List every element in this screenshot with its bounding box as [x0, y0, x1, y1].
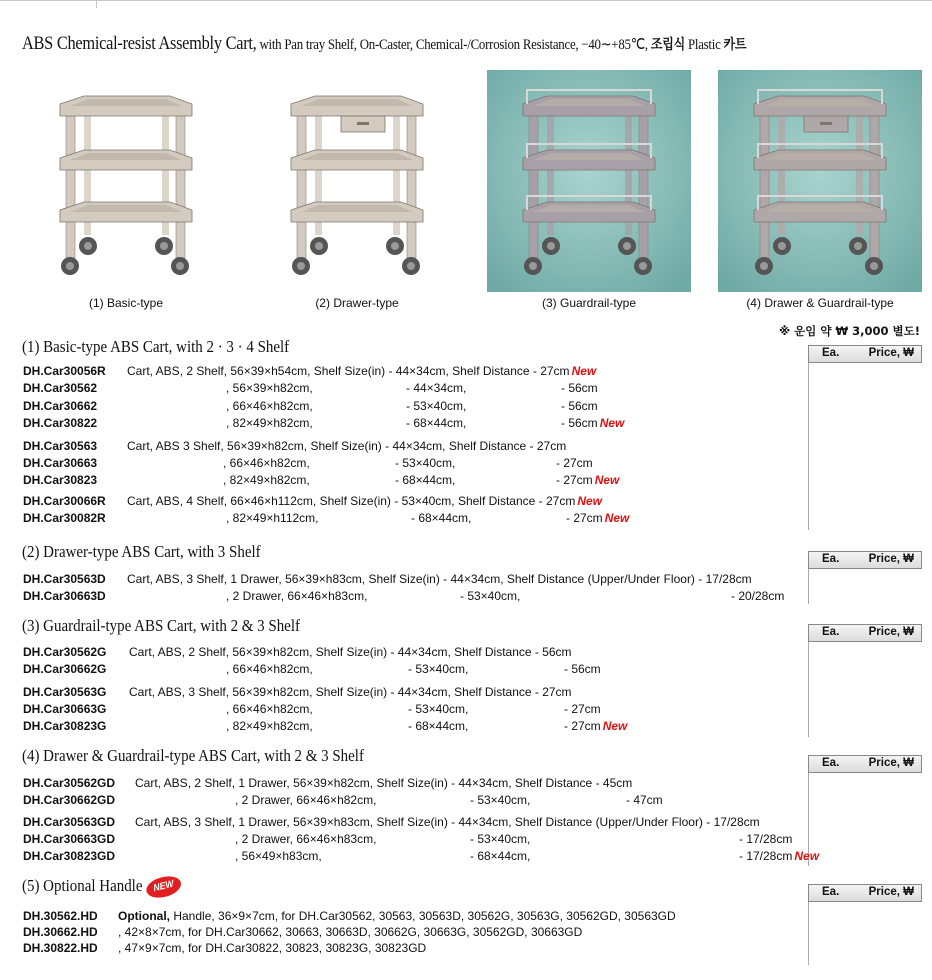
- shelf-distance: - 27cm: [556, 456, 593, 470]
- product-description: , 82×49×h82cm,: [223, 473, 310, 487]
- product-description: , 2 Drawer, 66×46×h83cm,: [235, 832, 377, 846]
- table-row: [23, 439, 813, 454]
- shelf-distance: - 27cm New: [564, 719, 628, 733]
- shelf-size: - 53×40cm,: [395, 456, 456, 470]
- table-row: [23, 399, 813, 414]
- section-title: (2) Drawer-type ABS Cart, with 3 Shelf: [22, 542, 261, 561]
- price-label: Price, ₩: [868, 347, 914, 359]
- product-code: DH.Car30823GD: [23, 849, 116, 863]
- shelf-size: - 53×40cm,: [408, 702, 469, 716]
- shelf-distance: - 27cm New: [566, 511, 630, 525]
- new-tag: New: [594, 473, 620, 487]
- table-row: [23, 662, 813, 677]
- ea-label: Ea.: [822, 886, 840, 898]
- section-title: (1) Basic-type ABS Cart, with 2 · 3 · 4 Shelf: [22, 337, 290, 356]
- product-code: DH.Car30563: [23, 439, 98, 453]
- product-code: DH.30562.HD: [23, 909, 98, 923]
- product-description: , 2 Drawer, 66×46×h82cm,: [235, 793, 377, 807]
- shelf-distance: - 47cm: [626, 793, 663, 807]
- shelf-size: - 53×40cm,: [406, 399, 467, 413]
- price-label: Price, ₩: [868, 886, 914, 898]
- product-photo-4: [718, 70, 922, 292]
- new-tag: New: [604, 511, 630, 525]
- ea-label: Ea.: [822, 626, 840, 638]
- product-code: DH.Car30662G: [23, 662, 107, 676]
- table-row: [23, 719, 813, 734]
- product-photo-1: [24, 70, 228, 292]
- section-title: (3) Guardrail-type ABS Cart, with 2 & 3 Shelf: [22, 616, 300, 635]
- price-column-header: [808, 624, 922, 642]
- shelf-size: - 68×44cm,: [406, 416, 467, 430]
- product-code: DH.Car30056R: [23, 364, 106, 378]
- table-row: [23, 815, 813, 830]
- product-description: , 2 Drawer, 66×46×h83cm,: [226, 589, 368, 603]
- product-description: , 82×49×h82cm,: [226, 416, 313, 430]
- product-description: , 56×49×h83cm,: [235, 849, 322, 863]
- product-description: Cart, ABS, 3 Shelf, 1 Drawer, 56×39×h83cm, Shelf Size(in) - 44×34cm, Shelf Distance (Upper/Under Floor) - 17/28cm: [127, 572, 752, 586]
- new-tag: New: [577, 494, 603, 508]
- product-description: , 56×39×h82cm,: [226, 381, 313, 395]
- product-code: DH.Car30823G: [23, 719, 107, 733]
- product-code: DH.Car30663D: [23, 589, 106, 603]
- product-description: , 66×46×h82cm,: [226, 399, 313, 413]
- page-title: ABS Chemical-resist Assembly Cart, with Pan tray Shelf, On-Caster, Chemical-/Corrosion Resistance, −40∼+85℃, 조립식 Plastic 카트: [22, 33, 747, 54]
- price-label: Price, ₩: [868, 626, 914, 638]
- shelf-size: - 53×40cm,: [460, 589, 521, 603]
- new-tag: New: [602, 719, 628, 733]
- shelf-distance: - 56cm: [561, 381, 598, 395]
- product-code: DH.Car30563GD: [23, 815, 116, 829]
- price-label: Price, ₩: [868, 553, 914, 565]
- shelf-distance: - 56cm: [564, 662, 601, 676]
- product-code: DH.Car30563G: [23, 685, 107, 699]
- ea-label: Ea.: [822, 347, 840, 359]
- shelf-distance: - 17/28cm: [739, 832, 793, 846]
- shelf-size: - 53×40cm,: [470, 793, 531, 807]
- section-title: (5) Optional Handle NEW: [22, 876, 181, 897]
- product-code: DH.Car30562G: [23, 645, 107, 659]
- table-row: [23, 416, 813, 431]
- product-description: , 82×49×h82cm,: [226, 719, 313, 733]
- table-row: [23, 941, 813, 956]
- table-row: [23, 511, 813, 526]
- product-description: Cart, ABS, 4 Shelf, 66×46×h112cm, Shelf Size(in) - 53×40cm, Shelf Distance - 27cm New: [127, 494, 603, 508]
- product-description: , 66×46×h82cm,: [226, 702, 313, 716]
- table-row: [23, 572, 813, 587]
- product-description: , 82×49×h112cm,: [226, 511, 319, 525]
- product-description: , 47×9×7cm, for DH.Car30822, 30823, 30823G, 30823GD: [118, 941, 427, 955]
- shelf-size: - 68×44cm,: [470, 849, 531, 863]
- shelf-size: - 53×40cm,: [470, 832, 531, 846]
- product-caption: (4) Drawer & Guardrail-type: [746, 296, 894, 310]
- table-row: [23, 832, 813, 847]
- shelf-distance: - 17/28cm New: [739, 849, 820, 863]
- product-description: Cart, ABS 3 Shelf, 56×39×h82cm, Shelf Size(in) - 44×34cm, Shelf Distance - 27cm: [127, 439, 567, 453]
- price-column-header: [808, 755, 922, 773]
- product-description: , 66×46×h82cm,: [223, 456, 310, 470]
- product-description: Optional, Handle, 36×9×7cm, for DH.Car30562, 30563, 30563D, 30562G, 30563G, 30562GD, 30563GD: [118, 909, 676, 923]
- new-tag: New: [794, 849, 820, 863]
- table-row: [23, 685, 813, 700]
- product-description: , 42×8×7cm, for DH.Car30662, 30663, 30663D, 30662G, 30663G, 30562GD, 30663GD: [118, 925, 583, 939]
- product-description: Cart, ABS, 2 Shelf, 56×39×h54cm, Shelf Size(in) - 44×34cm, Shelf Distance - 27cm New: [127, 364, 597, 378]
- shelf-size: - 68×44cm,: [411, 511, 472, 525]
- product-code: DH.Car30662: [23, 399, 98, 413]
- shelf-distance: - 20/28cm: [731, 589, 785, 603]
- table-row: [23, 473, 813, 488]
- table-row: [23, 702, 813, 717]
- product-code: DH.Car30662GD: [23, 793, 116, 807]
- product-code: DH.Car30822: [23, 416, 98, 430]
- price-label: Price, ₩: [868, 757, 914, 769]
- product-code: DH.Car30066R: [23, 494, 106, 508]
- product-code: DH.30822.HD: [23, 941, 98, 955]
- shelf-size: - 44×34cm,: [406, 381, 467, 395]
- table-row: [23, 776, 813, 791]
- product-code: DH.Car30563D: [23, 572, 106, 586]
- shelf-distance: - 56cm New: [561, 416, 625, 430]
- product-code: DH.Car30663G: [23, 702, 107, 716]
- product-description: Cart, ABS, 3 Shelf, 56×39×h82cm, Shelf Size(in) - 44×34cm, Shelf Distance - 27cm: [129, 685, 572, 699]
- shelf-distance: - 27cm New: [556, 473, 620, 487]
- product-caption: (2) Drawer-type: [315, 296, 399, 310]
- price-column-header: [808, 551, 922, 569]
- product-photo-3: [487, 70, 691, 292]
- product-photo-2: [255, 70, 459, 292]
- shipping-notice: ※ 운임 약 ₩ 3,000 별도!: [778, 324, 920, 338]
- shelf-size: - 68×44cm,: [395, 473, 456, 487]
- shelf-size: - 68×44cm,: [408, 719, 469, 733]
- table-row: [23, 645, 813, 660]
- product-code: DH.Car30562GD: [23, 776, 116, 790]
- shelf-size: - 53×40cm,: [408, 662, 469, 676]
- product-code: DH.Car30823: [23, 473, 98, 487]
- product-description: Cart, ABS, 2 Shelf, 1 Drawer, 56×39×h82cm, Shelf Size(in) - 44×34cm, Shelf Distance - 45cm: [135, 776, 633, 790]
- product-code: DH.Car30562: [23, 381, 98, 395]
- product-description: , 66×46×h82cm,: [226, 662, 313, 676]
- product-description: Cart, ABS, 2 Shelf, 56×39×h82cm, Shelf Size(in) - 44×34cm, Shelf Distance - 56cm: [129, 645, 572, 659]
- product-caption: (3) Guardrail-type: [541, 296, 637, 310]
- table-row: [23, 364, 813, 379]
- product-code: DH.Car30663GD: [23, 832, 116, 846]
- shelf-distance: - 56cm: [561, 399, 598, 413]
- product-caption: (1) Basic-type: [88, 296, 164, 310]
- product-code: DH.30662.HD: [23, 925, 98, 939]
- table-row: [23, 456, 813, 471]
- product-code: DH.Car30082R: [23, 511, 106, 525]
- price-column-header: [808, 345, 922, 363]
- section-title: (4) Drawer & Guardrail-type ABS Cart, with 2 & 3 Shelf: [22, 746, 364, 765]
- table-row: [23, 909, 813, 924]
- table-row: [23, 849, 820, 864]
- price-column-header: [808, 884, 922, 902]
- product-description: Cart, ABS, 3 Shelf, 1 Drawer, 56×39×h83cm, Shelf Size(in) - 44×34cm, Shelf Distance (Upper/Under Floor) - 17/28cm: [135, 815, 760, 829]
- table-row: [23, 494, 813, 509]
- table-row: [23, 381, 813, 396]
- product-code: DH.Car30663: [23, 456, 98, 470]
- shelf-distance: - 27cm: [564, 702, 601, 716]
- new-badge: NEW: [145, 873, 183, 901]
- new-tag: New: [599, 416, 625, 430]
- top-rule: [0, 0, 932, 5]
- new-tag: New: [571, 364, 597, 378]
- table-row: [23, 925, 813, 940]
- ea-label: Ea.: [822, 553, 840, 565]
- ea-label: Ea.: [822, 757, 840, 769]
- table-row: [23, 589, 813, 604]
- table-row: [23, 793, 813, 808]
